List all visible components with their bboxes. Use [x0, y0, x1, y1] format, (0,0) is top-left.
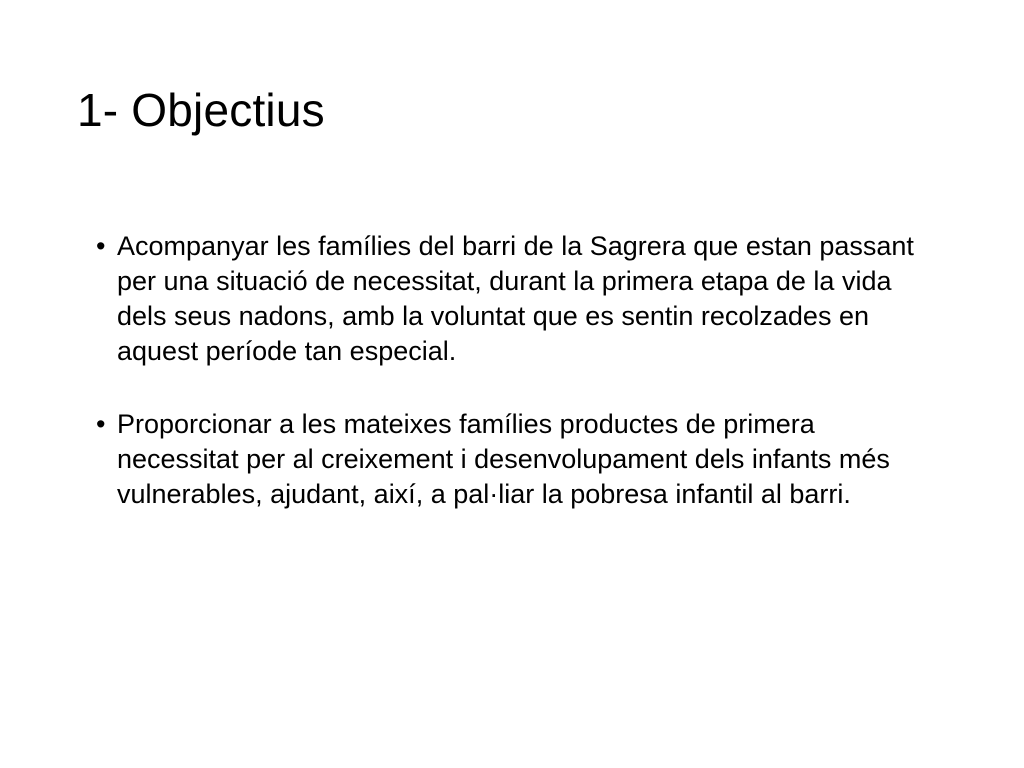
bullet-list	[96, 229, 926, 550]
bullet-item	[96, 407, 926, 512]
bullet-marker: •	[96, 231, 106, 261]
bullet-item	[96, 229, 926, 369]
bullet-text: Acompanyar les famílies del barri de la Sagrera que estan passant per una situació de necessitat, durant la primera etapa de la vida dels seus nadons, amb la voluntat que es sentin recolzades en aquest període tan especial.	[117, 231, 914, 366]
bullet-text: Proporcionar a les mateixes famílies productes de primera necessitat per al creixement i desenvolupament dels infants més vulnerables, ajudant, així, a pal·liar la pobresa infantil al barri.	[117, 409, 890, 509]
slide-title: 1- Objectius	[77, 84, 325, 136]
bullet-marker: •	[96, 409, 106, 439]
